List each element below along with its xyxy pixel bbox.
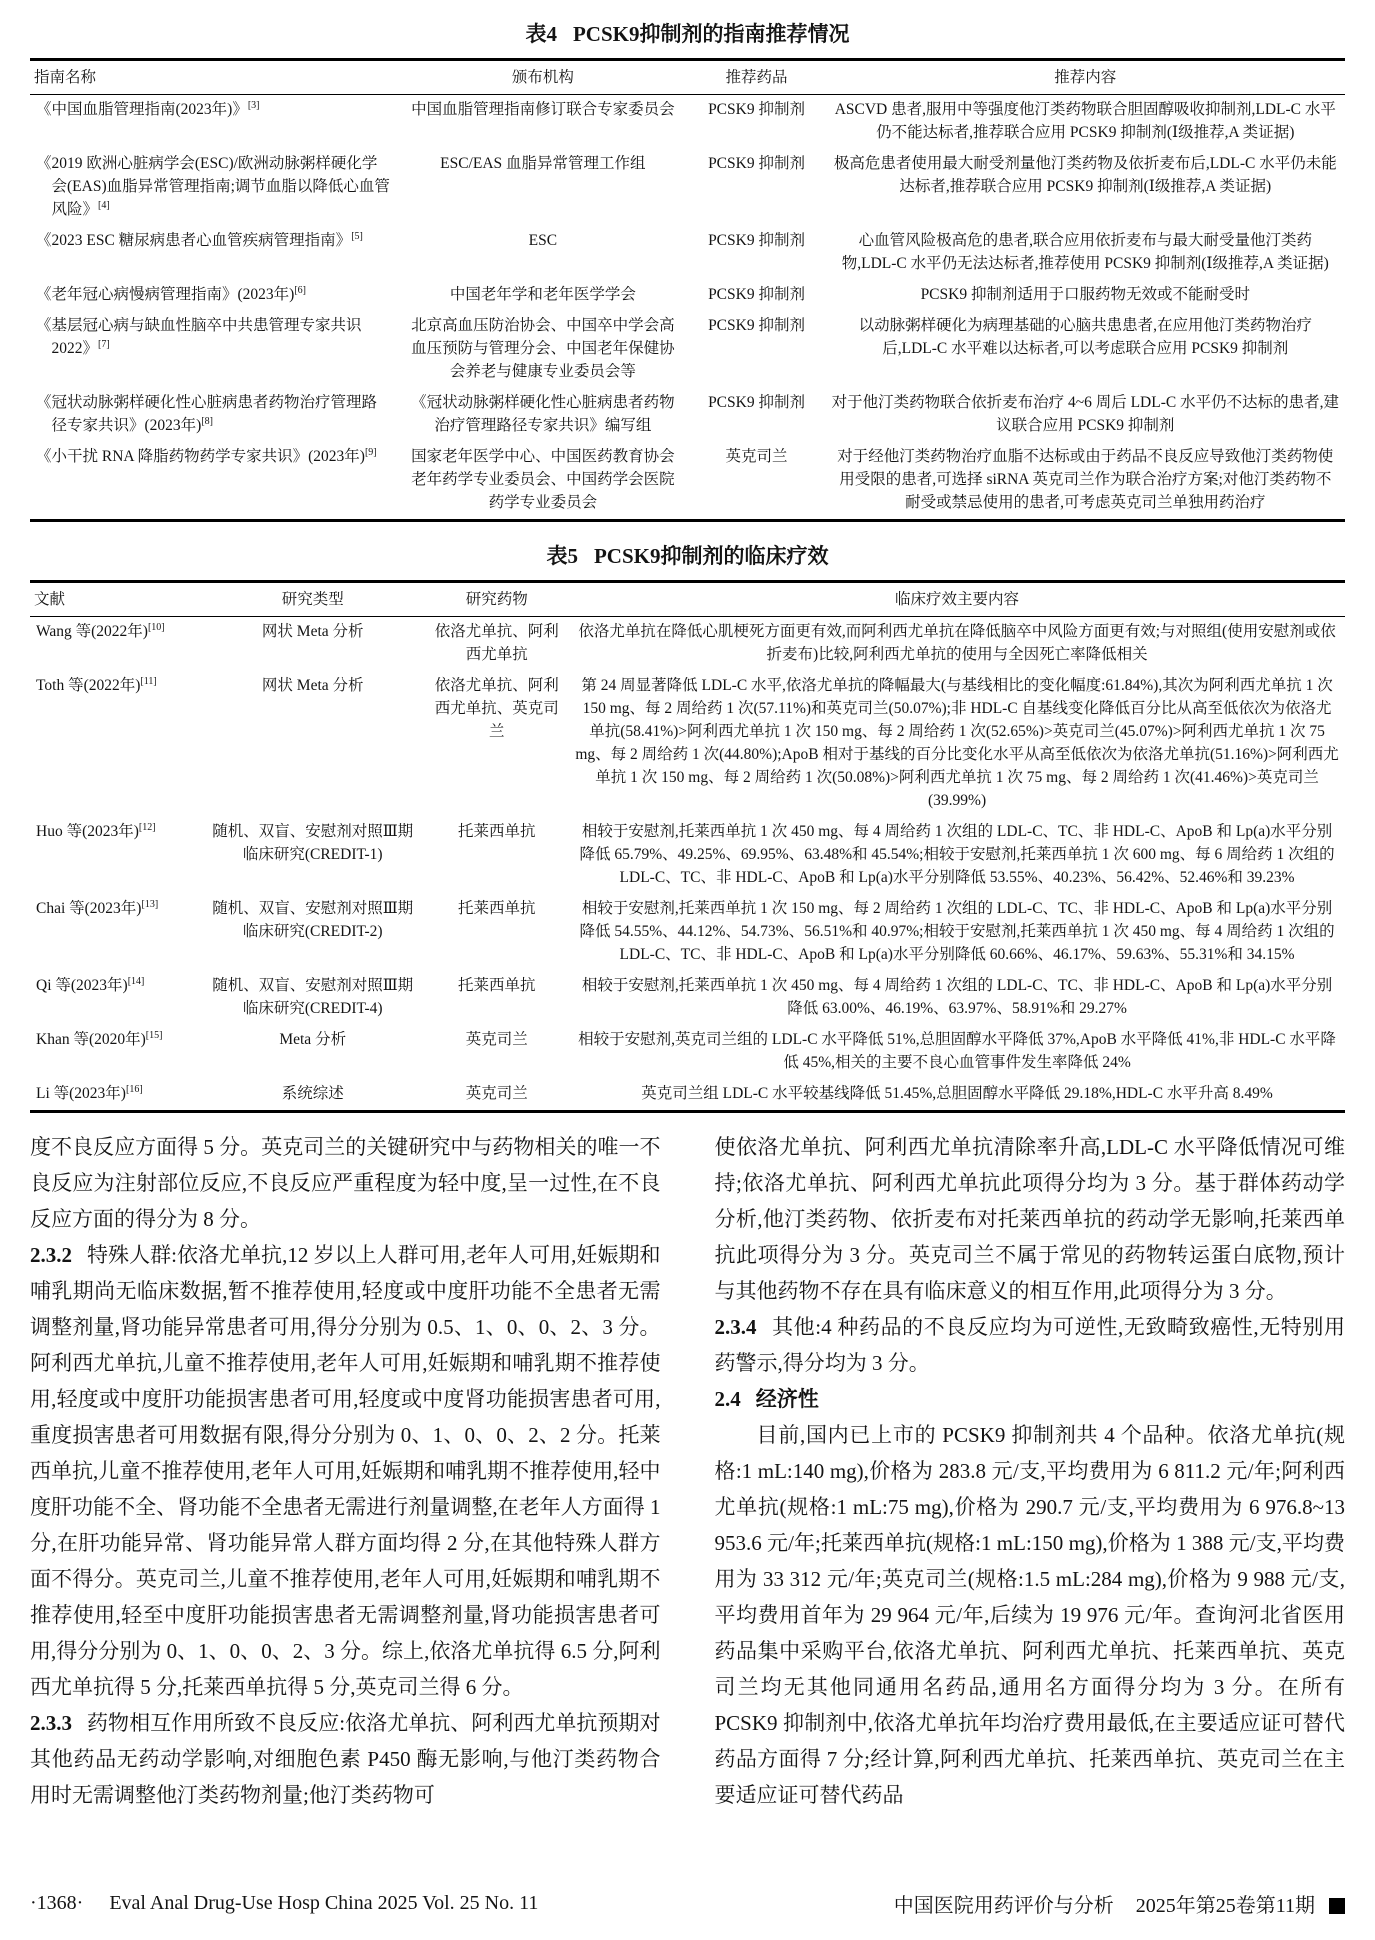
efficacy-content: 第 24 周显著降低 LDL-C 水平,依洛尤单抗的降幅最大(与基线相比的变化幅度:61.84%),其次为阿利西尤单抗 1 次 150 mg、每 2 周给药 1 次(57.11%)和英克司兰(50.07%);非 HDL-C 自基线变化降低百分比从高至低依次为依洛尤单抗(58.41%)>阿利西尤单抗 1 次 150 mg、每 2 周给药 1 次(52.65%)>英克司兰(45.07%)>阿利西尤单抗 1 次 75 mg、每 2 周给药 1 次(44.80%);ApoB 相对于基线的百分比变化水平从高至低依次为依洛尤单抗(51.16%)>阿利西尤单抗 1 次 150 mg、每 2 周给药 1 次(50.08%)>阿利西尤单抗 1 次 75 mg、每 2 周给药 1 次(41.46%)>英克司兰(39.99%) [575,677,1339,809]
table-row [30,894,1345,971]
reference-literature: Wang 等(2022年)[10] [36,621,165,640]
reference-marker: [15] [145,1029,163,1041]
col-header-issuing-org: 颁布机构 [398,60,687,95]
section-number: 2.3.2 [30,1243,72,1267]
table-row [30,1079,1345,1112]
table5-label: 表5 [546,544,578,568]
reference-marker: [6] [294,284,306,296]
paragraph-continuation: 使依洛尤单抗、阿利西尤单抗清除率升高,LDL-C 水平降低情况可维持;依洛尤单抗、阿利西尤单抗此项得分均为 3 分。基于群体药动学分析,他汀类药物、依折麦布对托莱西单抗的药动学无影响,托莱西单抗此项得分为 3 分。英克司兰不属于常见的药物转运蛋白底物,预计与其他药物不存在具有临床意义的相互作用,此项得分为 3 分。 [714,1135,1345,1303]
table5-title-text: PCSK9抑制剂的临床疗效 [593,544,829,568]
study-drug: 英克司兰 [465,1085,528,1102]
recommendation-content: 对于他汀类药物联合依折麦布治疗 4~6 周后 LDL-C 水平仍不达标的患者,建议联合应用 PCSK9 抑制剂 [831,394,1339,434]
section-2-3-2: 2.3.2 特殊人群:依洛尤单抗,12 岁以上人群可用,老年人可用,妊娠期和哺乳期尚无临床数据,暂不推荐使用,轻度或中度肝功能不全患者无需调整剂量,肾功能异常患者可用,得分分别为 0.5、1、0、0、2、3 分。阿利西尤单抗,儿童不推荐使用,老年人可用,妊娠期和哺乳期不推荐使用,轻度或中度肝功能损害患者可用,轻度或中度肾功能损害患者可用,重度损害患者可用数据有限,得分分别为 0、1、0、0、2、2 分。托莱西单抗,儿童不推荐使用,老年人可用,妊娠期和哺乳期不推荐使用,轻中度肝功能不全、肾功能不全患者无需进行剂量调整,在老年人方面得 1 分,在肝功能异常、肾功能异常人群方面均得 2 分,在其他特殊人群方面不得分。英克司兰,儿童不推荐使用,老年人可用,妊娠期和哺乳期不推荐使用,轻至中度肝功能损害患者无需调整剂量,肾功能损害患者可用,得分分别为 0、1、0、0、2、3 分。综上,依洛尤单抗得 6.5 分,阿利西尤单抗得 5 分,托莱西单抗得 5 分,英克司兰得 6 分。 [30,1243,661,1699]
reference-marker: [14] [127,975,145,987]
study-drug: 依洛尤单抗、阿利西尤单抗、英克司兰 [434,677,559,740]
reference-marker: [7] [98,338,110,350]
issuing-organization: 中国血脂管理指南修订联合专家委员会 [411,101,675,118]
efficacy-content: 相较于安慰剂,托莱西单抗 1 次 150 mg、每 2 周给药 1 次组的 LDL-C、TC、非 HDL-C、ApoB 和 Lp(a)水平分别降低 54.55%、44.12%、54.73%、56.51%和 40.97%;相较于安慰剂,托莱西单抗 1 次 450 mg、每 4 周给药 1 次组的 LDL-C、TC、非 HDL-C、ApoB 和 Lp(a)水平分别降低 60.66%、46.17%、59.63%、55.31%和 34.15% [579,900,1335,963]
recommended-drug: PCSK9 抑制剂 [708,155,805,172]
col-header-recommended-drug: 推荐药品 [687,60,825,95]
footer-left [30,1892,538,1915]
recommendation-content: 极高危患者使用最大耐受剂量他汀类药物及依折麦布后,LDL-C 水平仍未能达标者,推荐联合应用 PCSK9 抑制剂(Ⅰ级推荐,A 类证据) [833,155,1337,195]
issuing-organization: 中国老年学和老年医学学会 [449,286,636,303]
table-row [30,388,1345,442]
section-number: 2.3.4 [714,1315,757,1339]
table-row [30,280,1345,311]
section-2-4-paragraph: 目前,国内已上市的 PCSK9 抑制剂共 4 个品种。依洛尤单抗(规格:1 mL:140 mg),价格为 283.8 元/支,平均费用为 6 811.2 元/年;阿利西尤单抗(规格:1 mL:75 mg),价格为 290.7 元/支,平均费用为 6 976.8~13 953.6 元/年;托莱西单抗(规格:1 mL:150 mg),价格为 1 388 元/支,平均费用为 33 312 元/年;英克司兰(规格:1.5 mL:284 mg),价格为 9 988 元/支,平均费用首年为 29 964 元/年,后续为 19 976 元/年。查询河北省医用药品集中采购平台,依洛尤单抗、阿利西尤单抗、托莱西单抗、英克司兰均无其他同通用名药品,通用名方面得分均为 3 分。在所有 PCSK9 抑制剂中,依洛尤单抗年均治疗费用最低,在主要适应证可替代药品方面得 7 分;经计算,阿利西尤单抗、托莱西单抗、英克司兰在主要适应证可替代药品 [714,1423,1345,1807]
table-header-row [30,60,1345,95]
table-row [30,1025,1345,1079]
study-type: Meta 分析 [279,1031,347,1048]
issuing-organization: 国家老年医学中心、中国医药教育协会老年药学专业委员会、中国药学会医院药学专业委员会 [411,448,675,511]
reference-marker: [11] [140,675,157,687]
table-row [30,149,1345,226]
table4-title-text: PCSK9抑制剂的指南推荐情况 [572,22,850,46]
reference-literature: Qi 等(2023年)[14] [36,975,145,994]
col-header-recommendation: 推荐内容 [826,60,1345,95]
issuing-organization: 《冠状动脉粥样硬化性心脏病患者药物治疗管理路径专家共识》编写组 [411,394,675,434]
table4-label: 表4 [525,22,557,46]
guideline-name: 《2023 ESC 糖尿病患者心血管疾病管理指南》[5] [36,230,363,249]
efficacy-content: 相较于安慰剂,托莱西单抗 1 次 450 mg、每 4 周给药 1 次组的 LDL-C、TC、非 HDL-C、ApoB 和 Lp(a)水平分别降低 63.00%、46.19%、63.97%、58.91%和 29.27% [581,977,1333,1017]
section-2-3-4: 2.3.4 其他:4 种药品的不良反应均为可逆性,无致畸致癌性,无特别用药警示,得分均为 3 分。 [714,1315,1345,1375]
section-number: 2.3.3 [30,1711,72,1735]
reference-marker: [10] [147,621,165,633]
col-header-study-type: 研究类型 [201,582,425,617]
study-drug: 依洛尤单抗、阿利西尤单抗 [434,623,559,663]
guideline-name: 《老年冠心病慢病管理指南》(2023年)[6] [36,284,306,303]
section-heading-2-4 [715,1381,1346,1417]
recommended-drug: PCSK9 抑制剂 [708,101,805,118]
table-row [30,442,1345,521]
table-row [30,311,1345,388]
study-drug: 托莱西单抗 [458,900,536,917]
recommendation-content: 对于经他汀类药物治疗血脂不达标或由于药品不良反应导致他汀类药物使用受限的患者,可选择 siRNA 英克司兰作为联合治疗方案;对他汀类药物不耐受或禁忌使用的患者,可考虑英克司兰单独用药治疗 [837,448,1334,511]
reference-marker: [5] [351,230,363,242]
reference-literature: Huo 等(2023年)[12] [36,821,156,840]
table4-title [30,18,1345,48]
efficacy-content: 相较于安慰剂,英克司兰组的 LDL-C 水平降低 51%,总胆固醇水平降低 37%,ApoB 水平降低 41%,非 HDL-C 水平降低 45%,相关的主要不良心血管事件发生率降低 24% [578,1031,1336,1071]
body-column-left [30,1129,661,1813]
reference-marker: [12] [138,821,156,833]
col-header-literature: 文献 [30,582,201,617]
study-type: 系统综述 [281,1085,344,1102]
footer-right [894,1889,1345,1918]
journal-issue: 2025年第25卷第11期 [1135,1895,1315,1917]
table-row [30,971,1345,1025]
study-type: 随机、双盲、安慰剂对照Ⅲ期临床研究(CREDIT-1) [212,823,414,863]
reference-literature: Chai 等(2023年)[13] [36,898,159,917]
study-drug: 托莱西单抗 [458,977,536,994]
table-row [30,95,1345,150]
journal-name-en: Eval Anal Drug-Use Hosp China 2025 Vol. 25 No. 11 [109,1892,539,1914]
table-row [30,817,1345,894]
table-row [30,671,1345,817]
recommended-drug: PCSK9 抑制剂 [708,317,805,334]
journal-name-cn: 中国医院用药评价与分析 [893,1895,1114,1917]
recommended-drug: PCSK9 抑制剂 [708,286,805,303]
guideline-recommendation-table [30,58,1345,522]
guideline-name: 《中国血脂管理指南(2023年)》[3] [36,99,260,118]
table-header-row [30,582,1345,617]
table-row [30,226,1345,280]
col-header-guideline-name: 指南名称 [30,60,398,95]
issuing-organization: ESC [528,232,558,249]
recommendation-content: ASCVD 患者,服用中等强度他汀类药物联合胆固醇吸收抑制剂,LDL-C 水平仍不能达标者,推荐联合应用 PCSK9 抑制剂(Ⅰ级推荐,A 类证据) [834,101,1336,141]
body-column-right [715,1129,1346,1813]
reference-literature: Khan 等(2020年)[15] [36,1029,163,1048]
guideline-name: 《冠状动脉粥样硬化性心脏病患者药物治疗管理路径专家共识》(2023年)[8] [36,394,378,434]
clinical-efficacy-table [30,580,1345,1113]
section-2-3-3: 2.3.3 药物相互作用所致不良反应:依洛尤单抗、阿利西尤单抗预期对其他药品无药动学影响,对细胞色素 P450 酶无影响,与他汀类药物合用时无需调整他汀类药物剂量;他汀类药物可 [30,1711,661,1807]
guideline-name: 《2019 欧洲心脏病学会(ESC)/欧洲动脉粥样硬化学会(EAS)血脂异常管理指南;调节血脂以降低心血管风险》[4] [36,155,390,218]
efficacy-content: 相较于安慰剂,托莱西单抗 1 次 450 mg、每 4 周给药 1 次组的 LDL-C、TC、非 HDL-C、ApoB 和 Lp(a)水平分别降低 65.79%、49.25%、69.95%、63.48%和 45.54%;相较于安慰剂,托莱西单抗 1 次 600 mg、每 6 周给药 1 次组的 LDL-C、TC、非 HDL-C、ApoB 和 Lp(a)水平分别降低 53.55%、40.23%、56.42%、52.46%和 39.23% [579,823,1335,886]
reference-literature: Li 等(2023年)[16] [36,1083,143,1102]
study-type: 网状 Meta 分析 [261,677,364,694]
reference-literature: Toth 等(2022年)[11] [36,675,157,694]
study-type: 随机、双盲、安慰剂对照Ⅲ期临床研究(CREDIT-2) [212,900,414,940]
page-footer [30,1889,1345,1918]
study-type: 网状 Meta 分析 [261,623,364,640]
guideline-name: 《基层冠心病与缺血性脑卒中共患管理专家共识 2022》[7] [36,317,362,357]
recommendation-content: 以动脉粥样硬化为病理基础的心脑共患患者,在应用他汀类药物治疗后,LDL-C 水平难以达标者,可以考虑联合应用 PCSK9 抑制剂 [858,317,1312,357]
recommended-drug: 英克司兰 [725,448,788,465]
study-type: 随机、双盲、安慰剂对照Ⅲ期临床研究(CREDIT-4) [212,977,414,1017]
section-number: 2.4 [714,1387,741,1411]
efficacy-content: 依洛尤单抗在降低心肌梗死方面更有效,而阿利西尤单抗在降低脑卒中风险方面更有效;与对照组(使用安慰剂或依折麦布)比较,阿利西尤单抗的使用与全因死亡率降低相关 [578,623,1336,663]
issuing-organization: ESC/EAS 血脂异常管理工作组 [440,155,646,172]
paragraph-continuation: 度不良反应方面得 5 分。英克司兰的关键研究中与药物相关的唯一不良反应为注射部位反应,不良反应严重程度为轻中度,呈一过性,在不良反应方面的得分为 8 分。 [30,1135,661,1231]
reference-marker: [4] [98,199,110,211]
guideline-name: 《小干扰 RNA 降脂药物药学专家共识》(2023年)[9] [36,446,377,465]
table5-title [30,540,1345,570]
reference-marker: [3] [247,99,260,111]
recommended-drug: PCSK9 抑制剂 [708,232,805,249]
col-header-study-drug: 研究药物 [424,582,569,617]
col-header-efficacy-content: 临床疗效主要内容 [569,582,1345,617]
recommended-drug: PCSK9 抑制剂 [708,394,805,411]
study-drug: 英克司兰 [465,1031,528,1048]
study-drug: 托莱西单抗 [458,823,536,840]
reference-marker: [13] [141,898,159,910]
table-row [30,617,1345,672]
issuing-organization: 北京高血压防治协会、中国卒中学会高血压预防与管理分会、中国老年保健协会养老与健康专业委员会等 [411,317,675,380]
recommendation-content: PCSK9 抑制剂适用于口服药物无效或不能耐受时 [920,286,1250,303]
reference-marker: [16] [125,1083,143,1095]
efficacy-content: 英克司兰组 LDL-C 水平较基线降低 51.45%,总胆固醇水平降低 29.18%,HDL-C 水平升高 8.49% [641,1085,1273,1102]
recommendation-content: 心血管风险极高危的患者,联合应用依折麦布与最大耐受量他汀类药物,LDL-C 水平仍无法达标者,推荐使用 PCSK9 抑制剂(Ⅰ级推荐,A 类证据) [841,232,1329,272]
page-number: ·1368· [30,1892,84,1914]
reference-marker: [9] [364,446,377,458]
body-text [30,1129,1345,1813]
reference-marker: [8] [201,415,213,427]
footer-end-marker [1329,1898,1345,1914]
section-heading-text: 经济性 [755,1387,819,1411]
